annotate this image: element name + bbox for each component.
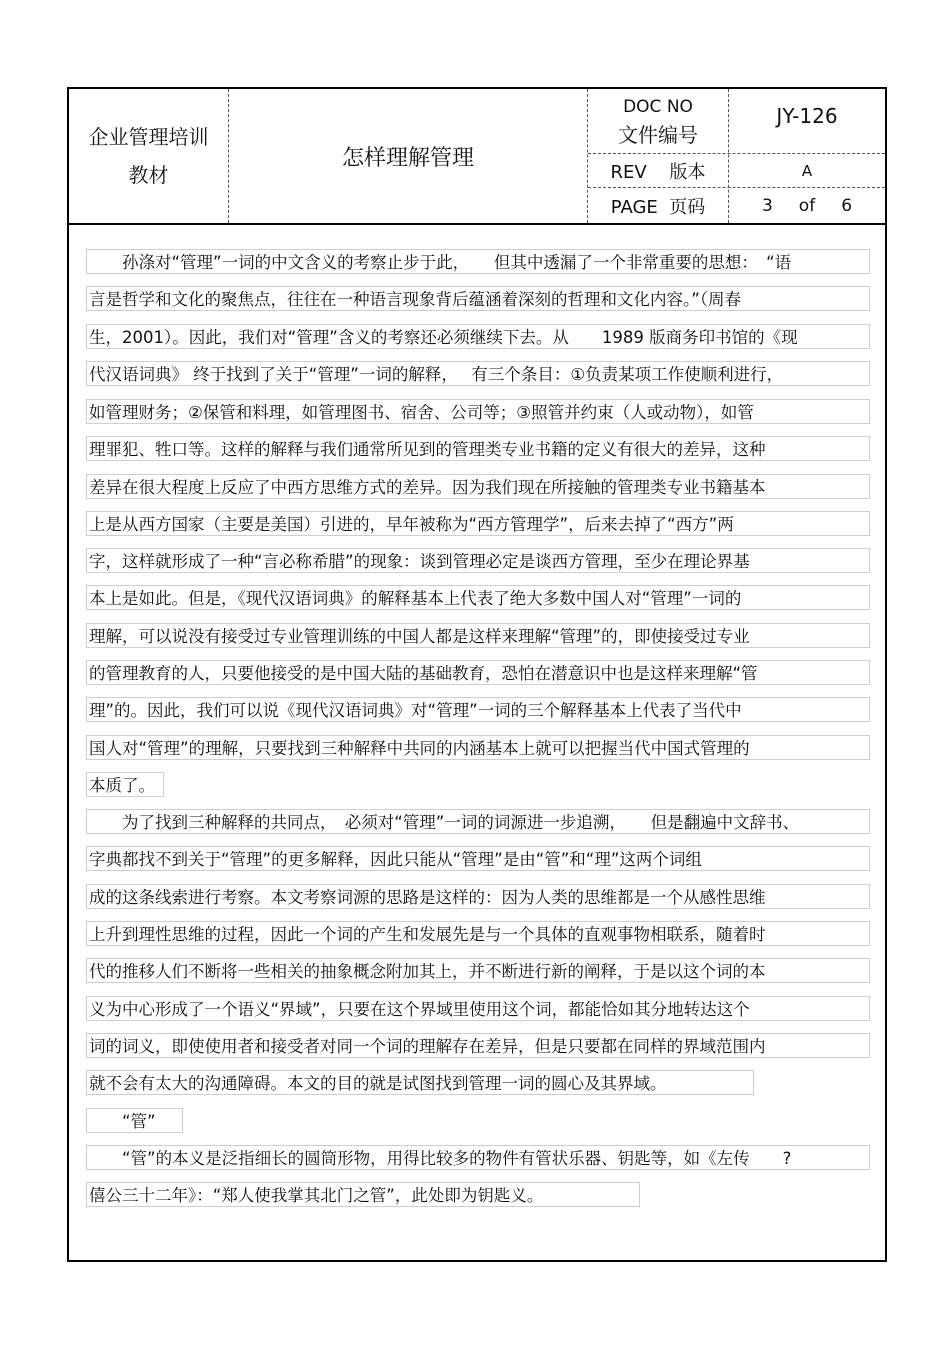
text-line: 僖公三十二年》：“郑人使我掌其北门之管”，此处即为钥匙义。 [86, 1182, 640, 1207]
text-line: 孙涤对“管理”一词的中文含义的考察止步于此， 但其中透漏了一个非常重要的思想： “语 [86, 249, 870, 274]
text-line: 国人对“管理”的理解，只要找到三种解释中共同的内涵基本上就可以把握当代中国式管理的 [86, 735, 870, 760]
text-line: 代汉语词典》 终于找到了关于“管理”一词的解释， 有三个条目：①负责某项工作使顺利进行， [86, 361, 870, 386]
rev-label: REV 版本 [610, 161, 706, 183]
text-line: 的管理教育的人，只要他接受的是中国大陆的基础教育，恐怕在潜意识中也是这样来理解“管 [86, 660, 870, 685]
text-line: 为了找到三种解释的共同点， 必须对“管理”一词的词源进一步追溯， 但是翻遍中文辞书、 [86, 809, 870, 834]
document-header [69, 89, 885, 225]
page-label: PAGE 页码 [610, 196, 706, 218]
text-line: 理罪犯、牲口等。这样的解释与我们通常所见到的管理类专业书籍的定义有很大的差异，这种 [86, 436, 870, 461]
text-line: 本上是如此。但是，《现代汉语词典》的解释基本上代表了绝大多数中国人对“管理”一词的 [86, 585, 870, 610]
text-line: 字，这样就形成了一种“言必称希腊”的现象：谈到管理必定是谈西方管理，至少在理论界基 [86, 548, 870, 573]
text-line: 生，2001）。因此，我们对“管理”含义的考察还必须继续下去。从 1989 版商务印书馆的《现 [86, 324, 870, 349]
text-line: 成的这条线索进行考察。本文考察词源的思路是这样的：因为人类的思维都是一个从感性思维 [86, 884, 870, 909]
document-frame [67, 87, 887, 1262]
document-title: 怎样理解管理 [341, 145, 474, 171]
text-line: “管”的本义是泛指细长的圆筒形物，用得比较多的物件有管状乐器、钥匙等，如《左传 ? [86, 1145, 870, 1170]
organization-line-2: 教材 [128, 163, 169, 187]
organization-line-1: 企业管理培训 [88, 125, 209, 149]
text-line: 言是哲学和文化的聚焦点，往往在一种语言现象背后蕴涵着深刻的哲理和文化内容。”（周春 [86, 286, 870, 311]
doc-no-label-en: DOC NO [623, 97, 693, 117]
text-line: 理解，可以说没有接受过专业管理训练的中国人都是这样来理解“管理”的，即使接受过专业 [86, 623, 870, 648]
page-value [729, 188, 885, 223]
text-line: 本质了。 [86, 772, 164, 797]
text-line: 如管理财务；②保管和料理，如管理图书、宿舍、公司等；③照管并约束（人或动物），如管 [86, 399, 870, 424]
doc-no-label-cn: 文件编号 [618, 123, 698, 147]
text-line: 差异在很大程度上反应了中西方思维方式的差异。因为我们现在所接触的管理类专业书籍基本 [86, 474, 870, 499]
text-line: 上是从西方国家（主要是美国）引进的，早年被称为“西方管理学”，后来去掉了“西方”两 [86, 511, 870, 536]
text-line: “管” [86, 1108, 183, 1133]
rev-value: A [801, 161, 813, 180]
page-of: of [798, 195, 816, 216]
text-line: 就不会有太大的沟通障碍。本文的目的就是试图找到管理一词的圆心及其界域。 [86, 1070, 754, 1095]
organization-label [69, 89, 228, 223]
text-line: 代的推移人们不断将一些相关的抽象概念附加其上，并不断进行新的阐释，于是以这个词的本 [86, 958, 870, 983]
doc-no-value: JY-126 [776, 104, 838, 128]
page-total: 6 [841, 195, 853, 216]
text-line: 义为中心形成了一个语义“界域”，只要在这个界域里使用这个词，都能恰如其分地转达这个 [86, 996, 870, 1021]
page-current: 3 [761, 195, 773, 216]
text-line: 理”的。因此，我们可以说《现代汉语词典》对“管理”一词的三个解释基本上代表了当代中 [86, 697, 870, 722]
doc-no-label [588, 89, 728, 153]
text-line: 字典都找不到关于“管理”的更多解释，因此只能从“管理”是由“管”和“理”这两个词组 [86, 846, 870, 871]
text-line: 上升到理性思维的过程，因此一个词的产生和发展先是与一个具体的直观事物相联系，随着时 [86, 921, 870, 946]
text-line: 词的词义，即使使用者和接受者对同一个词的理解存在差异，但是只要都在同样的界域范围内 [86, 1033, 870, 1058]
